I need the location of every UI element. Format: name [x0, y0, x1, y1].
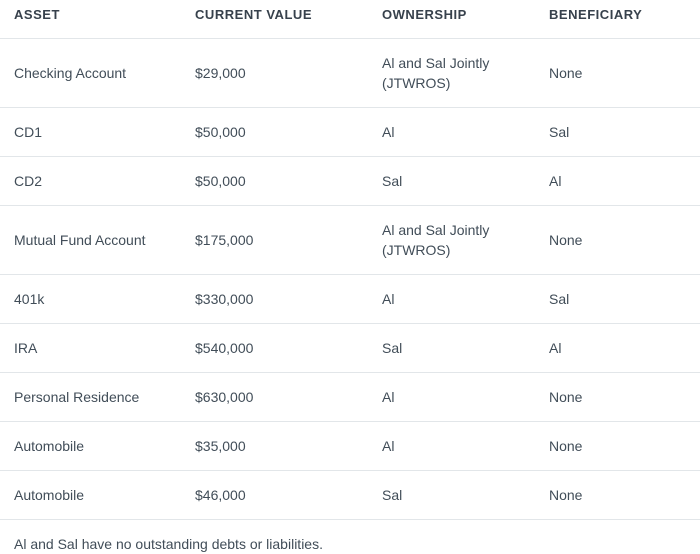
cell-ownership: Al	[382, 422, 549, 471]
cell-asset: CD2	[0, 157, 195, 206]
table-body	[0, 39, 700, 520]
table-row	[0, 157, 700, 206]
cell-asset: IRA	[0, 324, 195, 373]
cell-ownership: Al and Sal Jointly (JTWROS)	[382, 206, 549, 275]
cell-asset: Personal Residence	[0, 373, 195, 422]
cell-beneficiary: Al	[549, 157, 700, 206]
cell-value: $29,000	[195, 39, 382, 108]
cell-asset: 401k	[0, 275, 195, 324]
cell-beneficiary: Sal	[549, 108, 700, 157]
cell-value: $50,000	[195, 157, 382, 206]
cell-beneficiary: None	[549, 471, 700, 520]
cell-beneficiary: None	[549, 206, 700, 275]
table-row	[0, 206, 700, 275]
cell-ownership: Sal	[382, 324, 549, 373]
cell-ownership: Al	[382, 275, 549, 324]
column-header-ownership: OWNERSHIP	[382, 0, 549, 39]
cell-beneficiary: Sal	[549, 275, 700, 324]
column-header-value: CURRENT VALUE	[195, 0, 382, 39]
column-header-asset: ASSET	[0, 0, 195, 39]
cell-beneficiary: None	[549, 373, 700, 422]
cell-value: $175,000	[195, 206, 382, 275]
cell-value: $46,000	[195, 471, 382, 520]
table-header-row	[0, 0, 700, 39]
debts-note: Al and Sal have no outstanding debts or liabilities.	[14, 536, 323, 552]
cell-ownership: Sal	[382, 157, 549, 206]
cell-asset: Automobile	[0, 422, 195, 471]
table-row	[0, 39, 700, 108]
cell-ownership: Sal	[382, 471, 549, 520]
cell-asset: CD1	[0, 108, 195, 157]
cell-value: $35,000	[195, 422, 382, 471]
cell-asset: Checking Account	[0, 39, 195, 108]
table-row	[0, 324, 700, 373]
table-row	[0, 275, 700, 324]
cell-beneficiary: Al	[549, 324, 700, 373]
table-row	[0, 471, 700, 520]
column-header-beneficiary: BENEFICIARY	[549, 0, 700, 39]
table-row	[0, 373, 700, 422]
cell-value: $50,000	[195, 108, 382, 157]
cell-value: $630,000	[195, 373, 382, 422]
cell-beneficiary: None	[549, 422, 700, 471]
cell-value: $540,000	[195, 324, 382, 373]
cell-ownership: Al and Sal Jointly (JTWROS)	[382, 39, 549, 108]
table-row	[0, 108, 700, 157]
cell-ownership: Al	[382, 373, 549, 422]
cell-beneficiary: None	[549, 39, 700, 108]
cell-asset: Automobile	[0, 471, 195, 520]
cell-value: $330,000	[195, 275, 382, 324]
cell-asset: Mutual Fund Account	[0, 206, 195, 275]
cell-ownership: Al	[382, 108, 549, 157]
table-row	[0, 422, 700, 471]
